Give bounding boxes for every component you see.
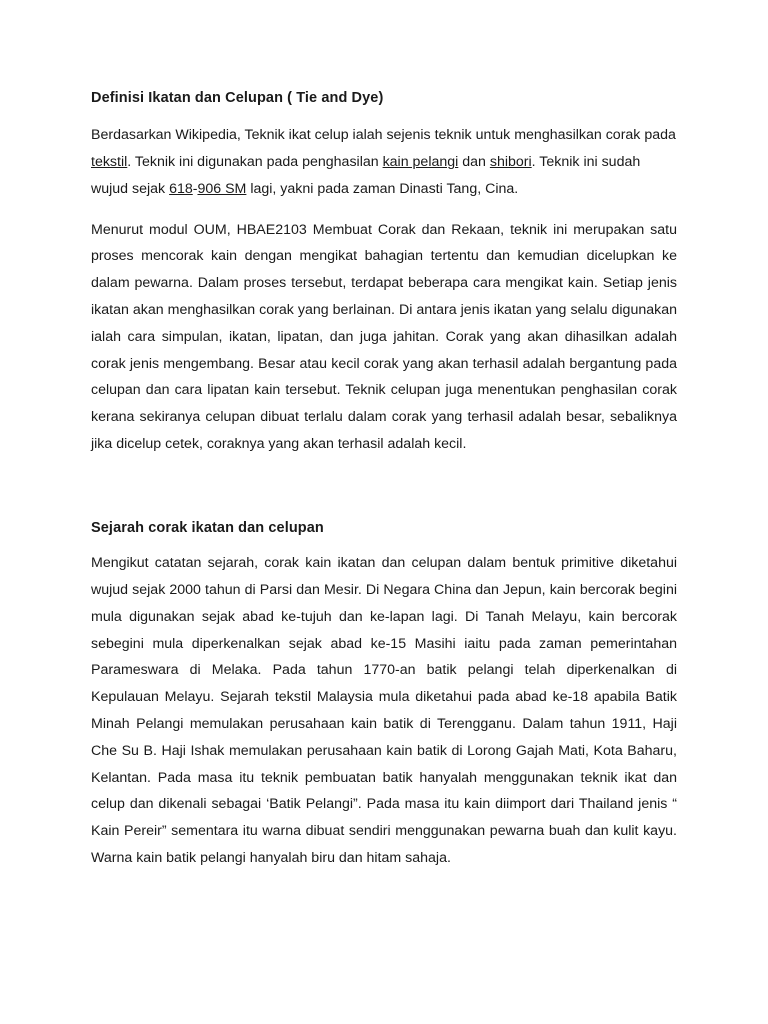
text-run: . Teknik ini digunakan pada penghasilan [127,154,383,171]
link-kain-pelangi[interactable]: kain pelangi [382,154,459,171]
section-heading-sejarah: Sejarah corak ikatan dan celupan [91,519,324,536]
text-run: . Teknik ini sudah wujud sejak [91,154,641,197]
paragraph-wikipedia-definition [91,122,677,202]
section-heading-definisi: Definisi Ikatan dan Celupan ( Tie and Dye) [91,90,384,106]
text-run: - [192,180,198,197]
text-run: lagi, yakni pada zaman Dinasti Tang, Cina. [246,180,519,197]
text-run: dan [458,154,490,171]
document-page [91,88,677,872]
link-906-sm[interactable]: 906 SM [197,180,247,197]
text-run: Berdasarkan Wikipedia, Teknik ikat celup ialah sejenis teknik untuk menghasilkan corak pada [91,127,676,144]
link-tekstil[interactable]: tekstil [91,154,128,171]
paragraph-history: Mengikut catatan sejarah, corak kain ikatan dan celupan dalam bentuk primitive diketahui wujud sejak 2000 tahun di Parsi dan Mesir. Di Negara China dan Jepun, kain bercorak begini mula digunakan sejak abad ke-tujuh dan ke-lapan lagi. Di Tanah Melayu, kain bercorak sebegini mula diperkenalkan sejak abad ke-15 Masihi iaitu pada zaman pemerintahan Parameswara di Melaka. Pada tahun 1770-an batik pelangi telah diperkenalkan di Kepulauan Melayu. Sejarah tekstil Malaysia mula diketahui pada abad ke-18 apabila Batik Minah Pelangi memulakan perusahaan kain batik di Terengganu. Dalam tahun 1911, Haji Che Su B. Haji Ishak memulakan perusahaan kain batik di Lorong Gajah Mati, Kota Baharu, Kelantan. Pada masa itu teknik pembuatan batik hanyalah menggunakan teknik ikat dan celup dan dikenali sebagai ‘Batik Pelangi”. Pada masa itu kain diimport dari Thailand jenis “ Kain Pereir” sementara itu warna dibuat sendiri menggunakan pewarna buah dan kulit kayu. Warna kain batik pelangi hanyalah biru dan hitam sahaja. [91,555,677,866]
link-618[interactable]: 618 [169,180,193,197]
link-shibori[interactable]: shibori [489,154,532,171]
paragraph-oum-module: Menurut modul OUM, HBAE2103 Membuat Corak dan Rekaan, teknik ini merupakan satu proses mencorak kain dengan mengikat bahagian tertentu dan kemudian dicelupkan ke dalam pewarna. Dalam proses tersebut, terdapat beberapa cara mengikat kain. Setiap jenis ikatan akan menghasilkan corak yang berlainan. Di antara jenis ikatan yang selalu digunakan ialah cara simpulan, ikatan, lipatan, dan juga jahitan. Corak yang akan dihasilkan adalah corak jenis mengembang. Besar atau kecil corak yang akan terhasil adalah bergantung pada celupan dan cara lipatan kain tersebut. Teknik celupan juga menentukan penghasilan corak kerana sekiranya celupan dibuat terlalu dalam corak yang terhasil adalah besar, sebaliknya jika dicelup cetek, coraknya yang akan terhasil adalah kecil. [91,221,677,453]
